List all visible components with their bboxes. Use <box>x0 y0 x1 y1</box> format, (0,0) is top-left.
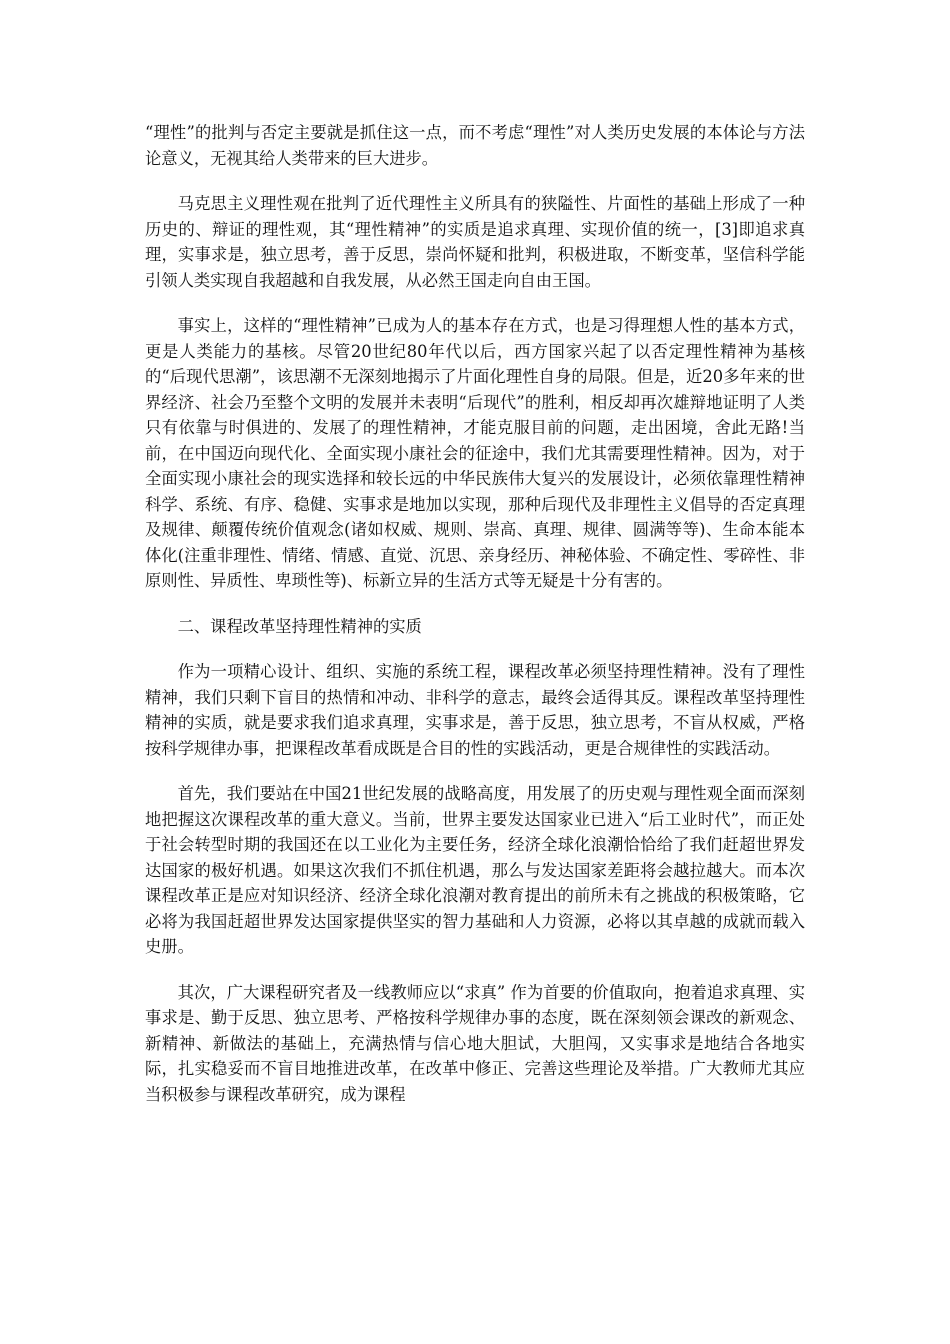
section-heading: 二、课程改革坚持理性精神的实质 <box>177 616 422 636</box>
document-page <box>145 120 805 1127</box>
paragraph-second: 其次，广大课程研究者及一线教师应以“求真” 作为首要的价值取向，抱着追求真理、实事求是、勤于反思、独立思考、严格按科学规律办事的态度，既在深刻领会课改的新观念、新精神、新做法的基础上，充满热情与信心地大胆试，大胆闯，又实事求是地结合各地实际，扎实稳妥而不盲目地推进改革，在改革中修正、完善这些理论及举措。广大教师尤其应当积极参与课程改革研究，成为课程 <box>145 982 805 1104</box>
paragraph-curriculum-reform: 作为一项精心设计、组织、实施的系统工程，课程改革必须坚持理性精神。没有了理性精神，我们只剩下盲目的热情和冲动、非科学的意志，最终会适得其反。课程改革坚持理性精神的实质，就是要求我们追求真理，实事求是，善于反思，独立思考，不盲从权威，严格按科学规律办事，把课程改革看成既是合目的性的实践活动，更是合规律性的实践活动。 <box>145 662 805 758</box>
paragraph-first: 首先，我们要站在中国21世纪发展的战略高度，用发展了的历史观与理性观全面而深刻地把握这次课程改革的重大意义。当前，世界主要发达国家业已进入“后工业时代”，而正处于社会转型时期的我国还在以工业化为主要任务，经济全球化浪潮恰恰给了我们赶超世界发达国家的极好机遇。如果这次我们不抓住机遇，那么与发达国家差距将会越拉越大。而本次课程改革正是应对知识经济、经济全球化浪潮对教育提出的前所未有之挑战的积极策略，它必将为我国赶超世界发达国家提供坚实的智力基础和人力资源，必将以其卓越的成就而载入史册。 <box>145 784 805 956</box>
paragraph-marxist-rationality: 马克思主义理性观在批判了近代理性主义所具有的狭隘性、片面性的基础上形成了一种历史的、辩证的理性观，其“理性精神”的实质是追求真理、实现价值的统一，[3]即追求真理，实事求是，独立思考，善于反思，崇尚怀疑和批判，积极进取，不断变革，坚信科学能引领人类实现自我超越和自我发展，从必然王国走向自由王国。 <box>145 194 805 290</box>
paragraph-rational-spirit: 事实上，这样的“理性精神”已成为人的基本存在方式，也是习得理想人性的基本方式，更是人类能力的基核。尽管20世纪80年代以后，西方国家兴起了以否定理性精神为基核的“后现代思潮”，该思潮不无深刻地揭示了片面化理性自身的局限。但是，近20多年来的世界经济、社会乃至整个文明的发展并未表明“后现代”的胜利，相反却再次雄辩地证明了人类只有依靠与时俱进的、发展了的理性精神，才能克服目前的问题，走出困境，舍此无路!当前，在中国迈向现代化、全面实现小康社会的征途中，我们尤其需要理性精神。因为，对于全面实现小康社会的现实选择和较长远的中华民族伟大复兴的发展设计，必须依靠理性精神科学、系统、有序、稳健、实事求是地加以实现，那种后现代及非理性主义倡导的否定真理及规律、颠覆传统价值观念(诸如权威、规则、崇高、真理、规律、圆满等等)、生命本能本体化(注重非理性、情绪、情感、直觉、沉思、亲身经历、神秘体验、不确定性、零碎性、非原则性、异质性、卑琐性等)、标新立异的生活方式等无疑是十分有害的。 <box>145 316 805 590</box>
paragraph-continuation: “理性”的批判与否定主要就是抓住这一点，而不考虑“理性”对人类历史发展的本体论与方法论意义，无视其给人类带来的巨大进步。 <box>145 123 805 168</box>
